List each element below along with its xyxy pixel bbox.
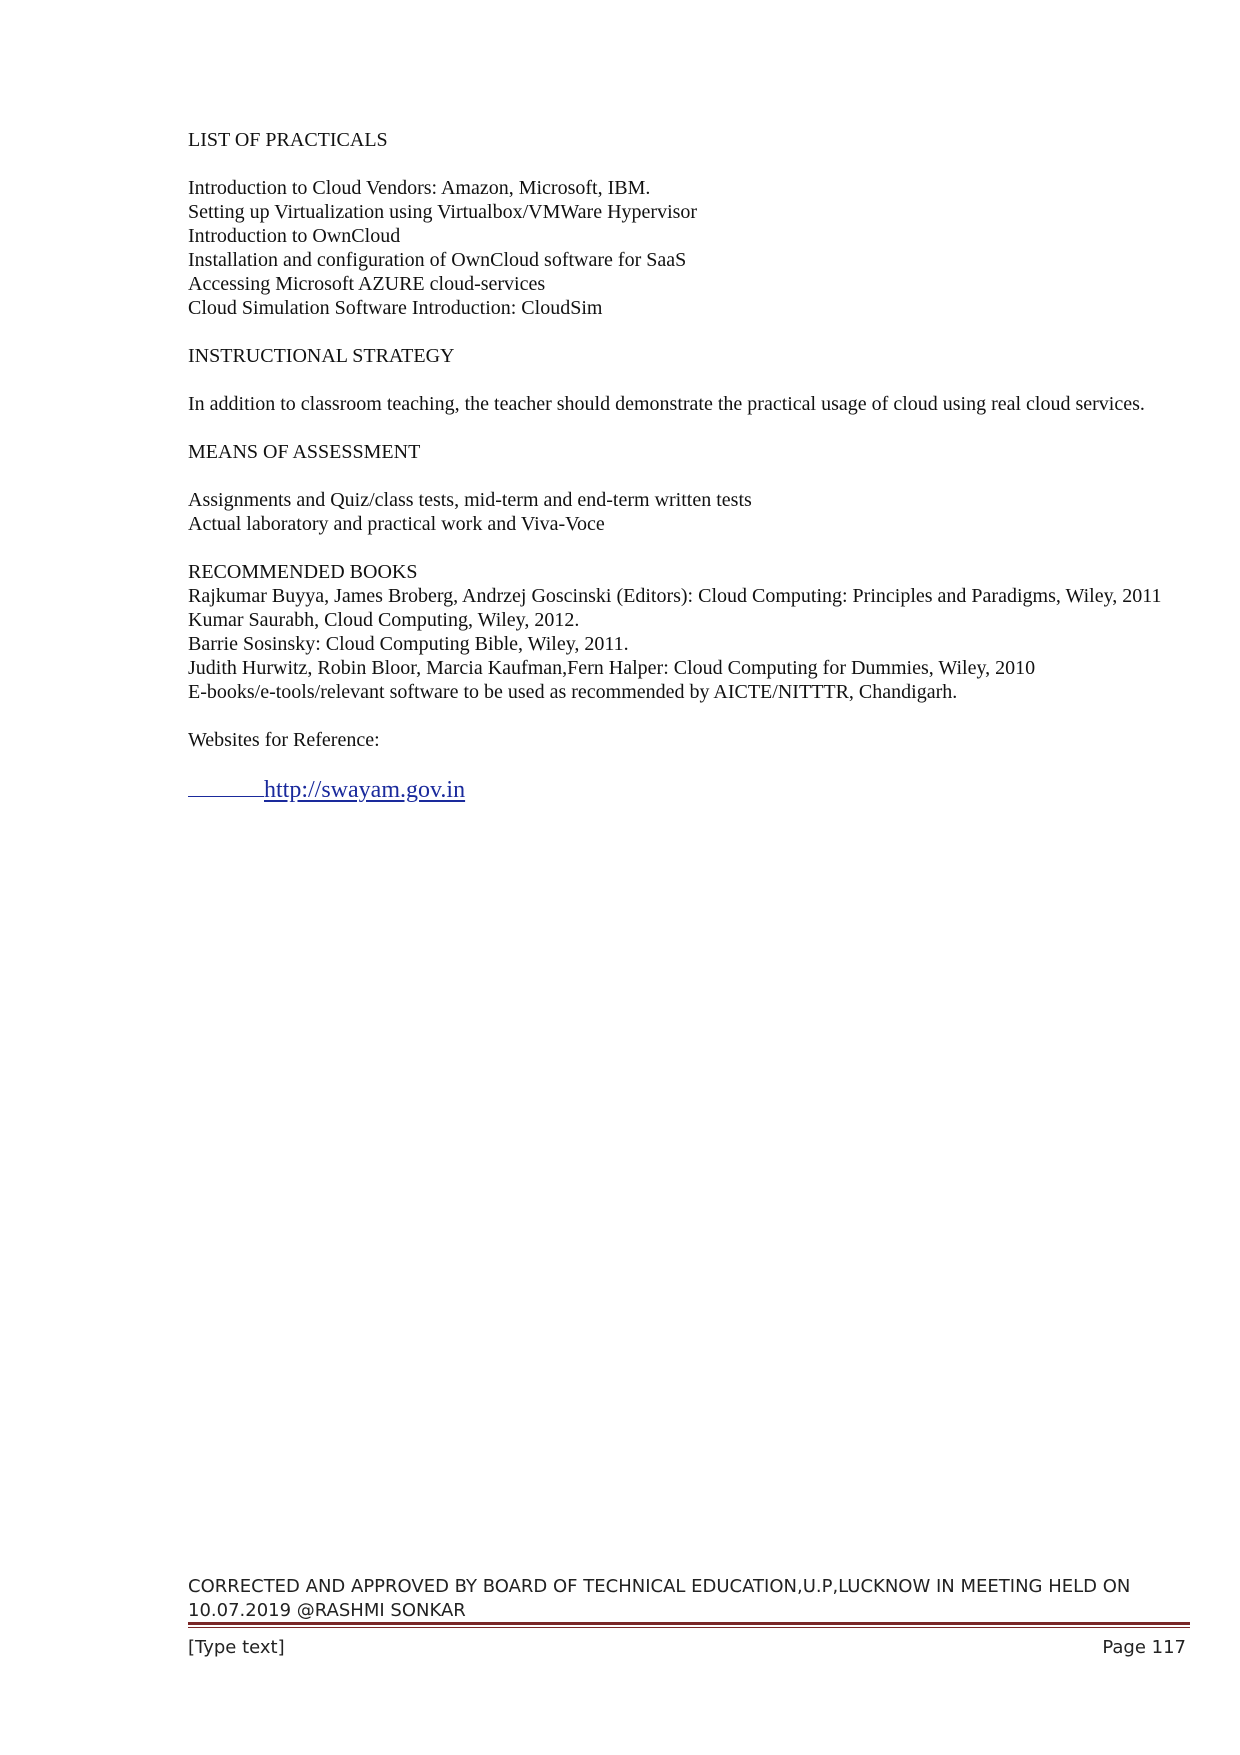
book-item: Kumar Saurabh, Cloud Computing, Wiley, 2012. — [188, 609, 580, 631]
approval-note: CORRECTED AND APPROVED BY BOARD OF TECHNICAL EDUCATION,U.P,LUCKNOW IN MEETING HELD ON 10.07.2019 @RASHMI SONKAR — [188, 1576, 1131, 1621]
website-link-row — [188, 774, 1178, 805]
strategy-text: In addition to classroom teaching, the teacher should demonstrate the practical usage of cloud using real cloud services. — [188, 393, 1145, 415]
practical-item: Cloud Simulation Software Introduction: CloudSim — [188, 297, 603, 319]
page-content — [188, 128, 1178, 829]
assessment-heading: MEANS OF ASSESSMENT — [188, 441, 421, 463]
practical-item: Introduction to OwnCloud — [188, 225, 401, 247]
practical-item: Installation and configuration of OwnCloud software for SaaS — [188, 249, 687, 271]
assessment-item: Actual laboratory and practical work and Viva-Voce — [188, 513, 605, 535]
assessment-item: Assignments and Quiz/class tests, mid-term and end-term written tests — [188, 489, 752, 511]
books-heading: RECOMMENDED BOOKS — [188, 561, 418, 583]
spacer — [188, 416, 1178, 440]
link-underline-decoration — [188, 774, 264, 797]
practicals-heading: LIST OF PRACTICALS — [188, 129, 388, 151]
book-item: Judith Hurwitz, Robin Bloor, Marcia Kaufman,Fern Halper: Cloud Computing for Dummies, Wiley, 2010 — [188, 657, 1036, 679]
strategy-heading: INSTRUCTIONAL STRATEGY — [188, 345, 455, 367]
spacer — [188, 152, 1178, 176]
footer-left-text: [Type text] — [188, 1637, 285, 1658]
footer-rule-thin — [188, 1627, 1190, 1628]
book-item: Rajkumar Buyya, James Broberg, Andrzej Goscinski (Editors): Cloud Computing: Principles and Paradigms, Wiley, 2011 — [188, 585, 1162, 607]
spacer — [188, 368, 1178, 392]
spacer — [188, 536, 1178, 560]
spacer — [188, 320, 1178, 344]
footer-rule-thick — [188, 1622, 1190, 1625]
page-number: Page 117 — [1102, 1637, 1186, 1658]
spacer — [188, 464, 1178, 488]
book-item: E-books/e-tools/relevant software to be used as recommended by AICTE/NITTTR, Chandigarh. — [188, 681, 958, 703]
practical-item: Accessing Microsoft AZURE cloud-services — [188, 273, 546, 295]
practical-item: Setting up Virtualization using Virtualbox/VMWare Hypervisor — [188, 201, 698, 223]
practical-item: Introduction to Cloud Vendors: Amazon, Microsoft, IBM. — [188, 177, 651, 199]
websites-heading: Websites for Reference: — [188, 729, 380, 751]
swayam-link[interactable]: http://swayam.gov.in — [264, 777, 466, 803]
spacer — [188, 704, 1178, 728]
book-item: Barrie Sosinsky: Cloud Computing Bible, Wiley, 2011. — [188, 633, 629, 655]
